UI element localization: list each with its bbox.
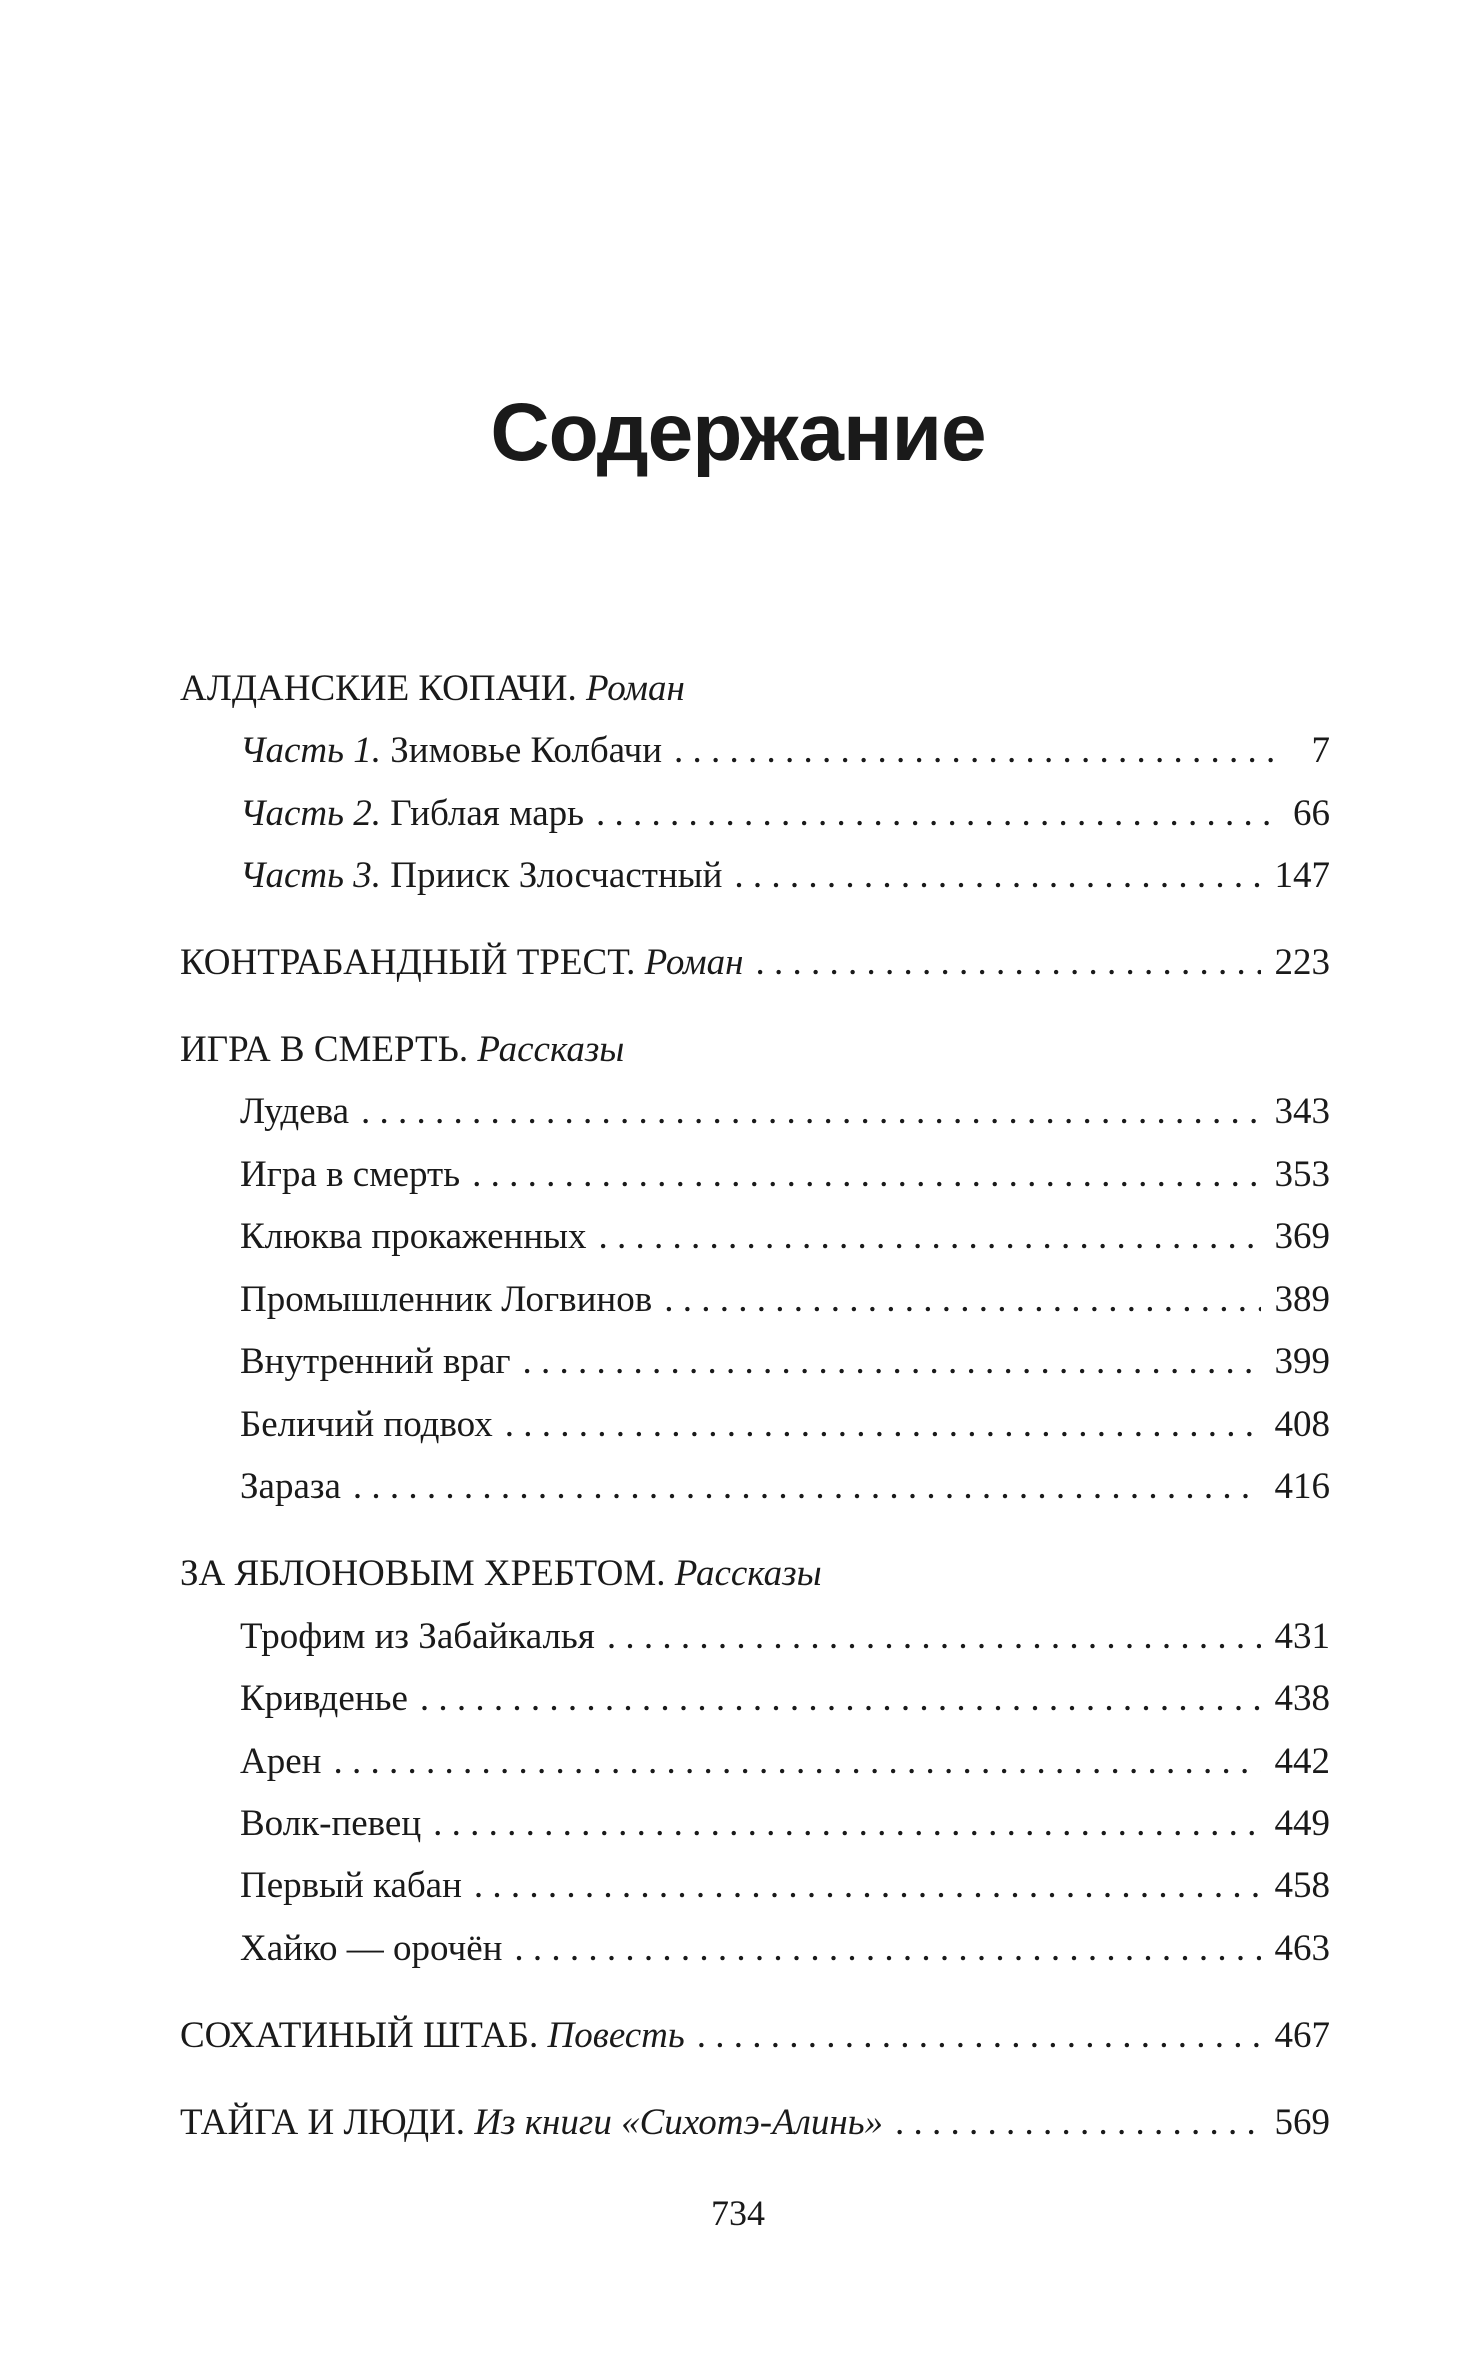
entry-title: Внутренний враг <box>240 1341 511 1382</box>
dot-leader <box>433 1799 1260 1849</box>
entry-page-number: 438 <box>1274 1678 1330 1719</box>
table-of-contents <box>180 0 1330 2362</box>
entry-title: Беличий подвох <box>240 1404 493 1445</box>
toc-entry[interactable] <box>240 1462 1330 1512</box>
entry-title: Клюква прокаженных <box>240 1216 587 1257</box>
entry-page-number: 399 <box>1274 1341 1330 1382</box>
toc-entry[interactable] <box>240 1612 1330 1662</box>
entry-page-number: 7 <box>1311 730 1330 771</box>
entry-title: Прииск Злосчастный <box>390 855 723 896</box>
section-title: ЗА ЯБЛОНОВЫМ ХРЕБТОМ. <box>180 1553 666 1594</box>
toc-entry[interactable] <box>240 1337 1330 1387</box>
toc-section-heading <box>180 664 1330 714</box>
section-title: ИГРА В СМЕРТЬ. <box>180 1029 469 1070</box>
toc-entry[interactable] <box>240 1861 1330 1911</box>
dot-leader <box>734 851 1260 901</box>
dot-leader <box>664 1275 1260 1325</box>
section-genre: Роман <box>644 942 744 983</box>
dot-leader <box>353 1462 1261 1512</box>
entry-prefix: Часть 2. <box>240 793 381 834</box>
toc-entry[interactable] <box>240 1212 1330 1262</box>
entry-page-number: 458 <box>1274 1865 1330 1906</box>
entry-page-number: 569 <box>1274 2102 1330 2143</box>
entry-title: Лудева <box>240 1091 349 1132</box>
section-title: СОХАТИНЫЙ ШТАБ. <box>180 2015 539 2056</box>
entry-title: Кривденье <box>240 1678 408 1719</box>
entry-title: Арен <box>240 1741 322 1782</box>
entry-title: Зимовье Колбачи <box>390 730 662 771</box>
page-title: Содержание <box>490 387 986 478</box>
dot-leader <box>420 1674 1261 1724</box>
dot-leader <box>333 1737 1260 1787</box>
entry-page-number: 223 <box>1274 942 1330 983</box>
entry-page-number: 66 <box>1293 793 1330 834</box>
entry-page-number: 369 <box>1274 1216 1330 1257</box>
entry-prefix: Часть 3. <box>240 855 381 896</box>
entry-title: Гиблая марь <box>390 793 585 834</box>
dot-leader <box>514 1924 1260 1974</box>
toc-section-entry[interactable] <box>180 2011 1330 2061</box>
dot-leader <box>697 2011 1261 2061</box>
dot-leader <box>596 789 1276 839</box>
entry-page-number: 431 <box>1274 1616 1330 1657</box>
dot-leader <box>523 1337 1261 1387</box>
dot-leader <box>599 1212 1261 1262</box>
section-title: АЛДАНСКИЕ КОПАЧИ. <box>180 668 577 709</box>
toc-section-entry[interactable] <box>180 2098 1330 2148</box>
dot-leader <box>755 938 1260 988</box>
section-genre: Из книги «Сихотэ-Алинь» <box>474 2102 884 2143</box>
toc-entry[interactable] <box>240 1799 1330 1849</box>
toc-entry[interactable] <box>240 1150 1330 1200</box>
entry-page-number: 416 <box>1274 1466 1330 1507</box>
toc-entry[interactable] <box>240 1400 1330 1450</box>
entry-prefix: Часть 1. <box>240 730 381 771</box>
toc-entry[interactable] <box>240 1924 1330 1974</box>
entry-title: Хайко — орочён <box>240 1928 503 1969</box>
entry-page-number: 442 <box>1274 1741 1330 1782</box>
entry-page-number: 353 <box>1274 1154 1330 1195</box>
dot-leader <box>474 1861 1261 1911</box>
section-title: КОНТРАБАНДНЫЙ ТРЕСТ. <box>180 942 636 983</box>
entry-page-number: 147 <box>1274 855 1330 896</box>
entry-page-number: 467 <box>1274 2015 1330 2056</box>
dot-leader <box>361 1087 1261 1137</box>
dot-leader <box>472 1150 1260 1200</box>
dot-leader <box>505 1400 1261 1450</box>
entry-title: Трофим из Забайкалья <box>240 1616 595 1657</box>
dot-leader <box>895 2098 1260 2148</box>
toc-entry[interactable] <box>240 851 1330 901</box>
page-number: 734 <box>711 2193 765 2233</box>
dot-leader <box>607 1612 1261 1662</box>
entry-title: Волк-певец <box>240 1803 422 1844</box>
toc-section-heading <box>180 1549 1330 1599</box>
toc-entry[interactable] <box>240 789 1330 839</box>
entry-page-number: 343 <box>1274 1091 1330 1132</box>
entry-title: Зараза <box>240 1466 341 1507</box>
toc-entry[interactable] <box>240 726 1330 776</box>
toc-entry[interactable] <box>240 1275 1330 1325</box>
entry-page-number: 389 <box>1274 1279 1330 1320</box>
entry-title: Игра в смерть <box>240 1154 461 1195</box>
toc-section-entry[interactable] <box>180 938 1330 988</box>
toc-entry[interactable] <box>240 1737 1330 1787</box>
section-genre: Повесть <box>547 2015 685 2056</box>
entry-page-number: 408 <box>1274 1404 1330 1445</box>
toc-entry[interactable] <box>240 1087 1330 1137</box>
toc-entry[interactable] <box>240 1674 1330 1724</box>
entry-title: Первый кабан <box>240 1865 462 1906</box>
dot-leader <box>674 726 1276 776</box>
section-genre: Рассказы <box>477 1029 625 1070</box>
toc-section-heading <box>180 1025 1330 1075</box>
entry-page-number: 449 <box>1274 1803 1330 1844</box>
entry-title: Промышленник Логвинов <box>240 1279 653 1320</box>
section-genre: Роман <box>586 668 685 709</box>
section-title: ТАЙГА И ЛЮДИ. <box>180 2102 466 2143</box>
entry-page-number: 463 <box>1274 1928 1330 1969</box>
section-genre: Рассказы <box>674 1553 822 1594</box>
